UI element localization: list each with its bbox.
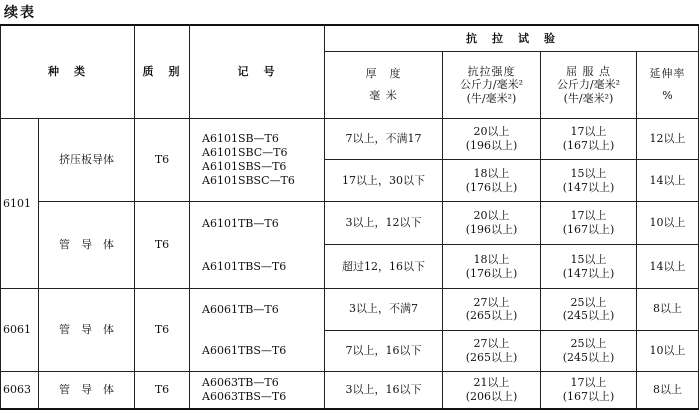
header-category: 种 类 <box>1 25 135 118</box>
yield-n: (167以上) <box>562 390 615 404</box>
yield-label: 屈 服 点 <box>566 64 611 78</box>
category-extruded-plate: 挤压板导体 <box>39 118 135 201</box>
thickness-label: 厚 度 <box>365 67 402 81</box>
yield-kgf: 15以上 <box>570 252 607 266</box>
yield-kgf: 15以上 <box>570 166 607 180</box>
yield-n: (147以上) <box>562 266 615 280</box>
table-caption: 续表 <box>4 5 36 21</box>
tensile-unit-n: (牛/毫米²) <box>466 92 517 106</box>
elongation-cell: 10以上 <box>637 330 699 372</box>
elongation-cell: 8以上 <box>637 372 699 409</box>
thickness-cell: 17以上，30以下 <box>325 160 443 202</box>
header-thickness <box>325 52 443 118</box>
tensile-kgf: 27以上 <box>473 295 510 309</box>
designation-code: A6101SBC—T6 <box>202 146 288 160</box>
properties-table <box>0 24 699 410</box>
temper-cell: T6 <box>135 372 190 409</box>
header-temper: 质 别 <box>135 25 190 118</box>
yield-cell <box>541 372 637 409</box>
tensile-n: (176以上) <box>465 266 518 280</box>
tensile-kgf: 27以上 <box>473 337 510 351</box>
designation-code: A6063TBS—T6 <box>202 390 287 404</box>
alloy-6101: 6101 <box>1 118 39 288</box>
yield-n: (167以上) <box>562 223 615 237</box>
elongation-cell: 12以上 <box>637 118 699 160</box>
elongation-cell: 10以上 <box>637 201 699 245</box>
tensile-n: (196以上) <box>465 223 518 237</box>
header-yield-point <box>541 52 637 118</box>
tensile-unit-kgf: 公斤力/毫米² <box>459 78 524 92</box>
elongation-cell: 14以上 <box>637 245 699 289</box>
yield-unit-kgf: 公斤力/毫米² <box>556 78 621 92</box>
elongation-cell: 8以上 <box>637 289 699 331</box>
tensile-n: (265以上) <box>465 350 518 364</box>
tensile-n: (196以上) <box>465 139 518 153</box>
designation-code: A6101SBSC—T6 <box>202 173 295 187</box>
yield-n: (245以上) <box>562 350 615 364</box>
designation-code: A6063TB—T6 <box>202 376 279 390</box>
elongation-cell: 14以上 <box>637 160 699 202</box>
yield-cell <box>541 245 637 289</box>
yield-cell <box>541 160 637 202</box>
header-elongation <box>637 52 699 118</box>
designation-code: A6061TBS—T6 <box>190 330 325 372</box>
tensile-kgf: 20以上 <box>473 125 510 139</box>
tensile-kgf: 18以上 <box>473 166 510 180</box>
yield-cell <box>541 330 637 372</box>
header-tensile-strength <box>443 52 541 118</box>
category-tube-conductor: 管 导 体 <box>39 201 135 288</box>
header-tensile-test: 抗 拉 试 验 <box>325 25 699 52</box>
tensile-kgf: 21以上 <box>473 376 510 390</box>
designation-code: A6101TBS—T6 <box>190 245 325 289</box>
yield-unit-n: (牛/毫米²) <box>563 92 614 106</box>
thickness-cell: 7以上，16以下 <box>325 330 443 372</box>
tensile-kgf: 20以上 <box>473 209 510 223</box>
thickness-cell: 3以上，12以下 <box>325 201 443 245</box>
yield-kgf: 17以上 <box>570 376 607 390</box>
thickness-cell: 超过12，16以下 <box>325 245 443 289</box>
tensile-cell <box>443 245 541 289</box>
designation-code: A6101SBS—T6 <box>202 159 287 173</box>
yield-n: (167以上) <box>562 139 615 153</box>
yield-kgf: 17以上 <box>570 125 607 139</box>
category-tube-conductor: 管 导 体 <box>39 289 135 372</box>
temper-cell: T6 <box>135 201 190 288</box>
yield-cell <box>541 289 637 331</box>
thickness-unit: 毫 米 <box>369 89 398 103</box>
temper-cell: T6 <box>135 118 190 201</box>
yield-cell <box>541 201 637 245</box>
temper-cell: T6 <box>135 289 190 372</box>
tensile-n: (206以上) <box>465 390 518 404</box>
alloy-6061: 6061 <box>1 289 39 372</box>
yield-n: (147以上) <box>562 180 615 194</box>
designation-code: A6101SB—T6 <box>202 132 279 146</box>
elongation-label: 延伸率 <box>649 67 686 81</box>
thickness-cell: 7以上，不满17 <box>325 118 443 160</box>
yield-n: (245以上) <box>562 309 615 323</box>
designation-cell <box>190 372 325 409</box>
tensile-cell <box>443 330 541 372</box>
header-designation: 记 号 <box>190 25 325 118</box>
thickness-cell: 3以上，16以下 <box>325 372 443 409</box>
tensile-cell <box>443 118 541 160</box>
tensile-cell <box>443 201 541 245</box>
yield-kgf: 17以上 <box>570 209 607 223</box>
yield-cell <box>541 118 637 160</box>
designation-code: A6101TB—T6 <box>190 201 325 245</box>
tensile-n: (265以上) <box>465 309 518 323</box>
alloy-6063: 6063 <box>1 372 39 409</box>
category-tube-conductor: 管 导 体 <box>39 372 135 409</box>
elongation-unit: % <box>662 89 673 103</box>
tensile-cell <box>443 372 541 409</box>
tensile-label: 抗拉强度 <box>467 64 516 78</box>
thickness-cell: 3以上，不满7 <box>325 289 443 331</box>
designation-code: A6061TB—T6 <box>190 289 325 331</box>
tensile-cell <box>443 160 541 202</box>
yield-kgf: 25以上 <box>570 295 607 309</box>
tensile-kgf: 18以上 <box>473 252 510 266</box>
tensile-n: (176以上) <box>465 180 518 194</box>
tensile-cell <box>443 289 541 331</box>
designation-cell <box>190 118 325 201</box>
yield-kgf: 25以上 <box>570 337 607 351</box>
